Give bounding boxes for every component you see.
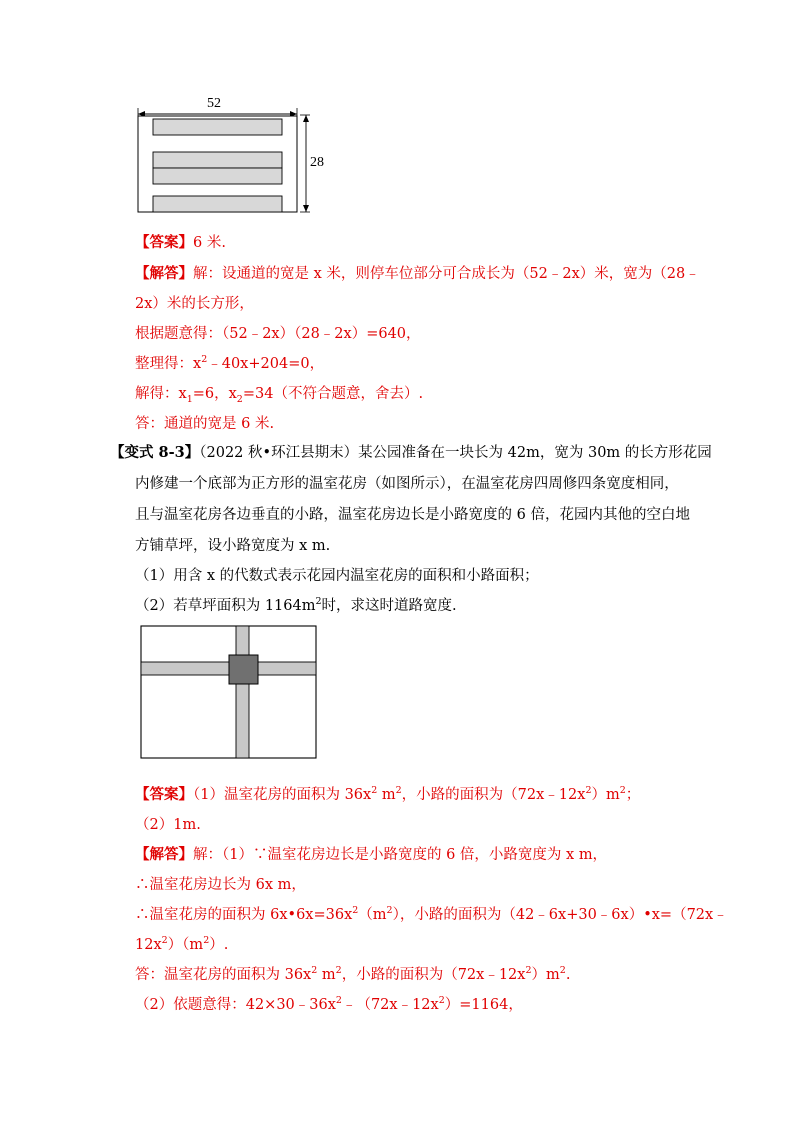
problem-tag: 【变式 8-3】 bbox=[110, 444, 200, 461]
problem-line-4: 方铺草坪，设小路宽度为 x m. bbox=[135, 538, 331, 554]
solution-tag: 【解答】 bbox=[135, 265, 193, 282]
question-2: （2）若草坪面积为 $1164m^2$时，求这时道路宽度. bbox=[135, 596, 457, 614]
solution-2-line-2: ∴温室花房边长为 6x m， bbox=[135, 877, 306, 893]
solution-1-line-6: 答：通道的宽是 6 米. bbox=[135, 416, 275, 432]
solution-1-line-1: 【解答】解：设通道的宽是 x 米，则停车位部分可合成长为（52﹣2x）米，宽为（28﹣ bbox=[135, 265, 700, 282]
solution-2-line-3: ∴温室花房的面积为 $6x•6x=36x^2(m^2)$，小路的面积为（42﹣6x+30﹣6x）•x=（72x﹣ bbox=[135, 905, 728, 923]
solution-2-line-1: 【解答】解：（1）∵温室花房边长是小路宽度的 6 倍，小路宽度为 x m， bbox=[135, 846, 608, 863]
solution-2-line-5: 答：温室花房的面积为 $36x^2$ $m^2$，小路的面积为$(72x﹣12x^2)m^2$. bbox=[135, 965, 571, 983]
garden-figure bbox=[139, 624, 319, 760]
solution-1-line-5: 解得：$x_1=6$，$x_2=34$（不符合题意，舍去）. bbox=[135, 386, 424, 405]
solution-tag: 【解答】 bbox=[135, 846, 193, 863]
answer-1 bbox=[135, 233, 226, 253]
problem-line-3: 且与温室花房各边垂直的小路，温室花房边长是小路宽度的 6 倍，花园内其他的空白地 bbox=[135, 507, 690, 523]
solution-2-line-4: $12x^2)(m^2)$. bbox=[135, 935, 229, 953]
solution-1-line-3: 根据题意得：（52﹣2x）（28﹣2x）=640， bbox=[135, 326, 421, 342]
height-label: 28 bbox=[310, 155, 324, 170]
parking-lot-figure bbox=[130, 90, 330, 220]
problem-line-1: 【变式 8-3】（2022 秋•环江县期末）某公园准备在一块长为 42m，宽为 30m 的长方形花园 bbox=[110, 444, 712, 461]
solution-1-line-4: 整理得：$x^2﹣40x+204=0$， bbox=[135, 354, 325, 372]
solution-1-line-2: 2x）米的长方形， bbox=[135, 296, 254, 312]
problem-line-2: 内修建一个底部为正方形的温室花房（如图所示），在温室花房四周修四条宽度相同， bbox=[135, 476, 679, 492]
question-1: （1）用含 x 的代数式表示花园内温室花房的面积和小路面积； bbox=[135, 568, 539, 584]
answer-2-line-1: 【答案】（1）温室花房的面积为 $36x^2$ $m^2$，小路的面积为$(72x﹣12x^2)m^2$； bbox=[135, 785, 641, 803]
answer-tag: 【答案】 bbox=[135, 786, 193, 803]
width-label: 52 bbox=[207, 96, 221, 111]
answer-2-line-2: （2）1m. bbox=[135, 817, 201, 833]
answer-tag: 【答案】 bbox=[135, 234, 193, 251]
solution-2-line-6: （2）依题意得：$42\times 30﹣36x^2﹣(72x﹣12x^2)=1164$， bbox=[135, 995, 523, 1013]
answer-text: 6 米. bbox=[193, 235, 226, 251]
